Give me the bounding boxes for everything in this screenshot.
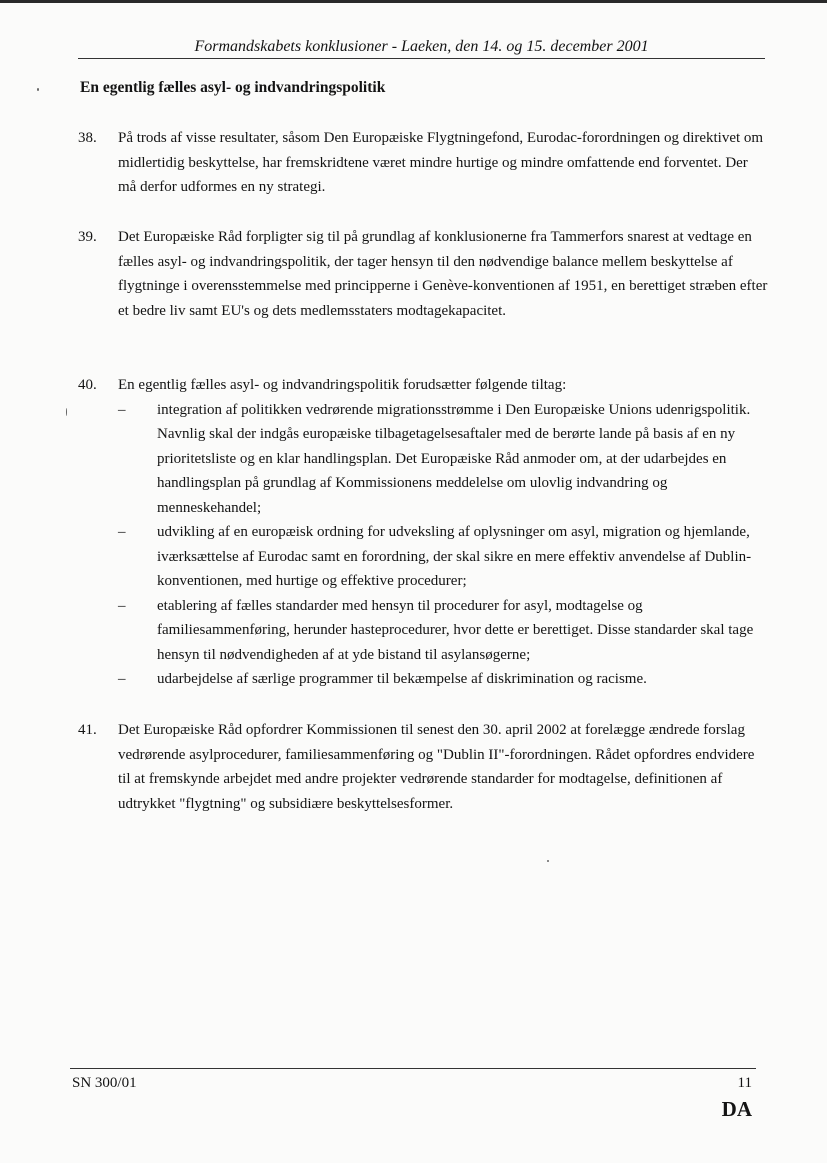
- running-header: Formandskabets konklusioner - Laeken, den 14. og 15. december 2001: [194, 38, 649, 55]
- paragraph-number: 40.: [78, 377, 97, 393]
- section-heading: En egentlig fælles asyl- og indvandringspolitik: [80, 79, 386, 96]
- language-code: DA: [721, 1097, 752, 1121]
- paragraph-text: Det Europæiske Råd opfordrer Kommissionen til senest den 30. april 2002 at forelægge ændrede forslag vedrørende asylprocedurer, familiesammenføring og "Dublin II"-forordningen. Rådet opfordres endvidere til at fremskynde arbejdet med andre projekter vedrørende standarder for modtagelse, definitionen af udtrykket "flygtning" og subsidiære beskyttelsesformer.: [118, 722, 755, 812]
- measures-list: [118, 398, 768, 692]
- bullet-dash: –: [118, 597, 126, 614]
- document-reference: SN 300/01: [72, 1075, 137, 1091]
- page-number: 11: [737, 1075, 752, 1091]
- bullet-dash: –: [118, 671, 126, 687]
- list-item: [118, 520, 768, 594]
- scan-speck: [66, 408, 67, 416]
- paragraph-40: [78, 373, 768, 692]
- list-item-text: etablering af fælles standarder med hensyn til procedurer for asyl, modtagelse og familiesammenføring, herunder hasteprocedurer, hvor dette er berettiget. Disse standarder skal tage hensyn til nødvendigheden af at yde bistand til asylansøgerne;: [157, 597, 754, 663]
- list-item: [118, 594, 768, 668]
- list-item-text: integration af politikken vedrørende migrationsstrømme i Den Europæiske Unions udenrigspolitik. Navnlig skal der indgås europæiske tilbagetagelsesaftaler med de berørte lande på basis af en ny prioritetsliste og en klar handlingsplan. Det Europæiske Råd anmoder om, at der udarbejdes en handlingsplan på grundlag af Kommissionens meddelelse om ulovlig indvandring og menneskehandel;: [157, 401, 751, 516]
- scan-edge: [0, 0, 827, 3]
- paragraph-number: 38.: [78, 130, 97, 146]
- paragraph-text: Det Europæiske Råd forpligter sig til på grundlag af konklusionerne fra Tammerfors snarest at vedtage en fælles asyl- og indvandringspolitik, der tager hensyn til den nødvendige balance mellem beskyttelse af flygtninge i overensstemmelse med principperne i Genève-konventionen af 1951, en berettiget stræben efter et bedre liv samt EU's og dets medlemsstaters modtagekapacitet.: [118, 229, 768, 319]
- list-item-text: udvikling af en europæisk ordning for udveksling af oplysninger om asyl, migration og hjemlande, iværksættelse af Eurodac samt en forordning, der skal sikre en mere effektiv anvendelse af Dublin-konventionen, med hurtige og effektive procedurer;: [157, 524, 752, 589]
- paragraph-41: [78, 718, 768, 816]
- bullet-dash: –: [118, 524, 126, 540]
- footer-rule: [70, 1068, 756, 1069]
- paragraph-number: 39.: [78, 229, 97, 245]
- list-item: [118, 667, 768, 692]
- paragraph-text: På trods af visse resultater, såsom Den Europæiske Flygtningefond, Eurodac-forordningen og direktivet om midlertidig beskyttelse, har fremskridtene været mindre hurtige og mindre omfattende end forventet. Der må derfor udformes en ny strategi.: [118, 130, 764, 195]
- header-rule: [78, 58, 765, 59]
- paragraph-38: [78, 126, 768, 200]
- scan-speck: [547, 860, 549, 862]
- paragraph-text: En egentlig fælles asyl- og indvandringspolitik forudsætter følgende tiltag:: [118, 377, 567, 393]
- bullet-dash: –: [118, 401, 126, 418]
- scan-speck: [37, 88, 39, 91]
- list-item: [118, 398, 768, 521]
- list-item-text: udarbejdelse af særlige programmer til bekæmpelse af diskrimination og racisme.: [157, 671, 647, 687]
- paragraph-39: [78, 225, 768, 323]
- paragraph-number: 41.: [78, 722, 97, 738]
